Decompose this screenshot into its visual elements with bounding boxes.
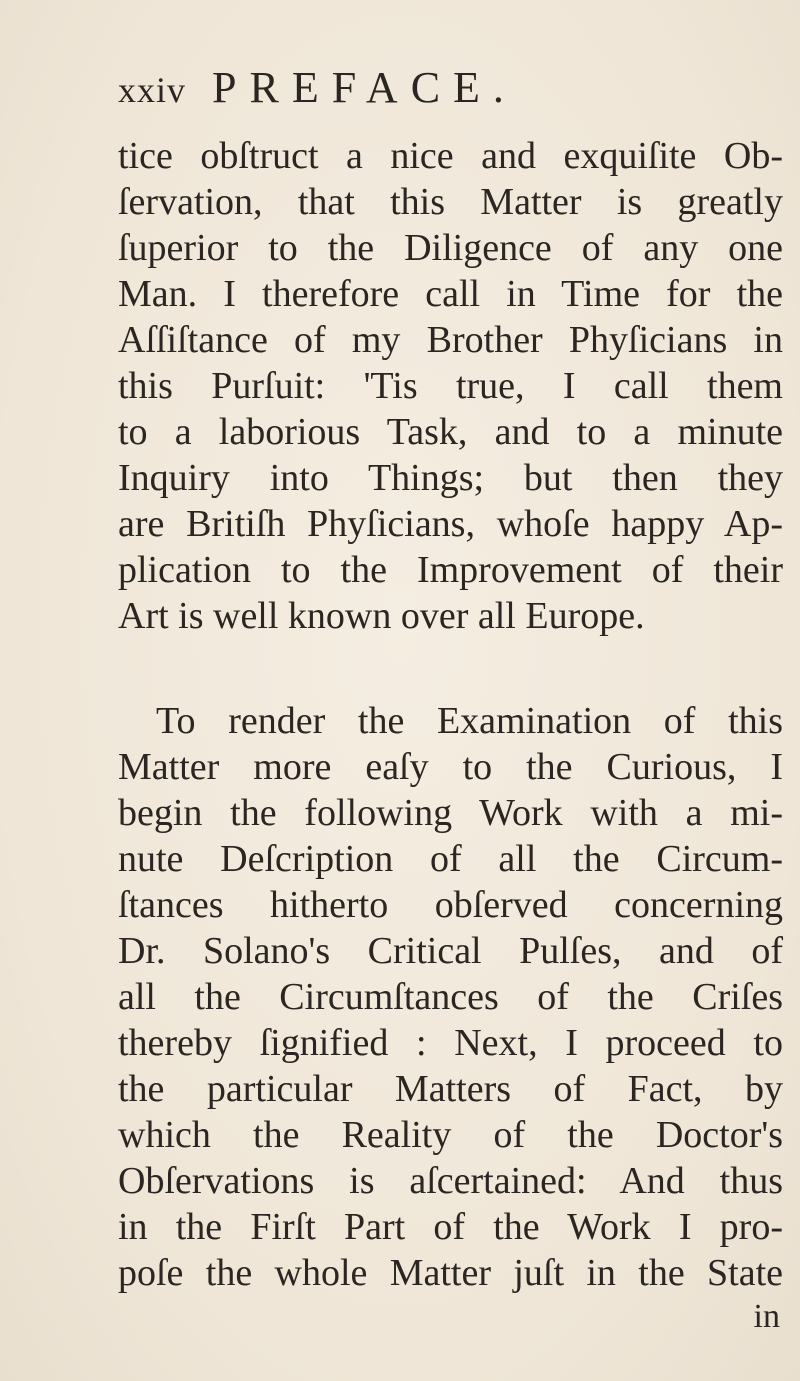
text-line: in the Firſt Part of the Work I pro- (118, 1206, 783, 1248)
text-line: Man. I therefore call in Time for the (118, 273, 783, 315)
text-line: Dr. Solano's Critical Pulſes, and of (118, 930, 783, 972)
text-line: ſuperior to the Diligence of any one (118, 227, 783, 269)
page-header (118, 62, 517, 122)
text-line: all the Circumſtances of the Criſes (118, 976, 783, 1018)
paragraph-2 (118, 698, 783, 1296)
catchword: in (753, 1298, 780, 1335)
text-line: ſervation, that this Matter is greatly (118, 181, 783, 223)
text-line: plication to the Improvement of their (118, 549, 783, 591)
text-line: which the Reality of the Doctor's (118, 1114, 783, 1156)
text-line: the particular Matters of Fact, by (118, 1068, 783, 1110)
paragraph-gap (118, 639, 783, 698)
text-line: this Purſuit: 'Tis true, I call them (118, 365, 783, 407)
page-number: xxiv (118, 70, 187, 110)
text-line: Matter more eaſy to the Curious, I (118, 746, 783, 788)
text-line: begin the following Work with a mi- (118, 792, 783, 834)
text-line: Art is well known over all Europe. (118, 595, 645, 637)
text-line: To render the Examination of this (156, 700, 783, 742)
paragraph-1 (118, 133, 783, 639)
text-line: are Britiſh Phyſicians, whoſe happy Ap- (118, 503, 783, 545)
running-head: PREFACE. (212, 63, 517, 112)
text-line: Obſervations is aſcertained: And thus (118, 1160, 783, 1202)
text-line: to a laborious Task, and to a minute (118, 411, 783, 453)
text-line: ſtances hitherto obſerved concerning (118, 884, 783, 926)
text-line: nute Deſcription of all the Circum- (118, 838, 783, 880)
body-text (118, 133, 783, 1296)
text-line: thereby ſignified : Next, I proceed to (118, 1022, 783, 1064)
text-line: tice obſtruct a nice and exquiſite Ob- (118, 135, 783, 177)
text-line: Inquiry into Things; but then they (118, 457, 783, 499)
text-line: Aſſiſtance of my Brother Phyſicians in (118, 319, 783, 361)
text-line: poſe the whole Matter juſt in the State (118, 1252, 783, 1294)
